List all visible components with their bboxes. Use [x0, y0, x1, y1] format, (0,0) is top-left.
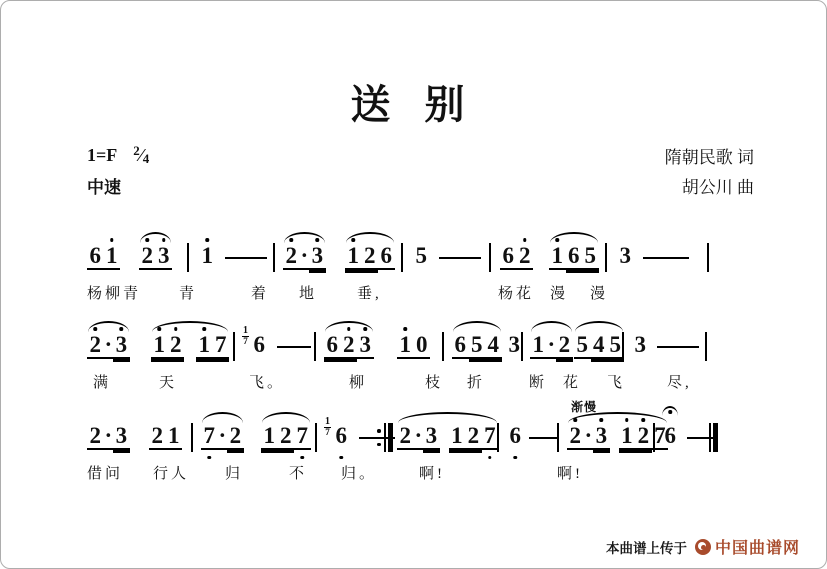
note-3: 3 [357, 333, 374, 359]
tempo-marking: 中速 [87, 178, 121, 197]
note-group [397, 333, 430, 359]
lyric-syllable: 枝 [425, 375, 444, 391]
octave-dot-high [642, 418, 646, 422]
augmentation-dot: · [547, 332, 556, 357]
note-7: 7 [201, 424, 218, 450]
note-6: 6 [500, 244, 517, 270]
time-signature: $^2⁄_4$ [133, 143, 150, 166]
note-6: 6 [507, 424, 524, 448]
note-group [507, 424, 524, 448]
note-7: 7 [294, 424, 311, 450]
lyric-syllable: 尽, [667, 375, 692, 391]
octave-dot-high [352, 238, 356, 242]
slurred-phrase [397, 424, 498, 450]
note-group [87, 424, 130, 450]
note-3: 3 [156, 244, 173, 270]
lyric-syllable: 杨柳青 [87, 286, 142, 302]
lyric-syllable: 行人 [153, 466, 190, 482]
note-group [324, 333, 374, 359]
note-2: 2 [139, 244, 156, 270]
lyric-syllable: 青 [179, 286, 198, 302]
octave-dot-high [290, 238, 294, 242]
slur-arc [140, 232, 171, 243]
barline [557, 423, 559, 452]
lyricist-credit: 隋朝民歌 词 [664, 148, 754, 167]
note-2: 2 [149, 424, 166, 450]
upload-watermark [606, 535, 800, 558]
augmentation-dot: · [300, 243, 309, 268]
lyric-syllable: 飞。 [249, 375, 286, 391]
octave-dot-high [316, 238, 320, 242]
note-1: 1 [196, 333, 213, 359]
grace-notes: 1 7 [243, 325, 248, 346]
note-group [261, 424, 311, 450]
note-2: 2 [465, 424, 482, 450]
octave-dot-high [556, 238, 560, 242]
note-6: 6 [333, 424, 350, 448]
lyric-syllable: 折 [467, 375, 486, 391]
note-group [549, 244, 599, 270]
note-group [397, 424, 440, 450]
barline [273, 243, 275, 272]
note-3: 3 [113, 333, 130, 359]
composer-credit: 胡公川 曲 [681, 178, 754, 197]
notation-line-3 [1, 400, 826, 496]
duration-dash [439, 257, 481, 259]
note-2: 2 [362, 244, 379, 270]
octave-dot-high [174, 327, 178, 331]
barline [622, 332, 624, 361]
note-1: 1 [199, 244, 216, 268]
slur-arc [152, 321, 228, 332]
note-1: 1 [166, 424, 183, 450]
tempo-change-label: 渐慢 [571, 400, 598, 414]
augmentation-dot: · [218, 423, 227, 448]
note-group [413, 244, 430, 268]
slur-arc [453, 321, 501, 332]
barline [489, 243, 491, 272]
augmentation-dot: · [104, 332, 113, 357]
barline [315, 423, 317, 452]
note-group [87, 244, 120, 270]
note-group [574, 333, 624, 359]
note-3: 3 [508, 332, 520, 357]
note-5: 5 [574, 333, 591, 359]
repeat-dots [377, 423, 381, 452]
barline [191, 423, 193, 452]
lyric-syllable: 地 [299, 286, 318, 302]
note-group [242, 325, 268, 357]
slur-arc [398, 412, 497, 423]
note-2: 2 [168, 333, 185, 359]
credits [665, 143, 754, 203]
note-group [449, 424, 499, 450]
fermata-icon [662, 406, 678, 416]
octave-dot-high [206, 238, 210, 242]
octave-dot-high [600, 418, 604, 422]
slur-arc [202, 412, 243, 423]
note-4: 4 [591, 333, 608, 359]
note-group [139, 244, 172, 270]
note-6: 6 [452, 333, 469, 359]
note-6: 6 [664, 423, 676, 448]
note-3: 3 [113, 424, 130, 450]
note-group [632, 333, 649, 357]
octave-dot-high [203, 327, 207, 331]
song-title: 送 别 [350, 82, 477, 127]
lyric-syllable: 杨花 [498, 286, 535, 302]
octave-dot-high [523, 238, 527, 242]
note-group [283, 244, 326, 270]
note-6: 6 [324, 333, 341, 359]
note-5: 5 [415, 243, 427, 268]
duration-dash [643, 257, 689, 259]
note-1: 1 [530, 333, 547, 359]
note-7: 7 [213, 333, 230, 359]
note-group [149, 424, 182, 450]
note-group [199, 244, 216, 268]
note-group [324, 416, 350, 448]
lyrics-layer [1, 462, 826, 484]
note-group [345, 244, 395, 270]
note-6: 6 [253, 332, 265, 357]
final-barline [709, 423, 718, 452]
note-6: 6 [87, 244, 104, 270]
note-2: 2 [227, 424, 244, 450]
octave-dot-high [162, 238, 166, 242]
octave-dot-high [625, 418, 629, 422]
duration-dash [225, 257, 267, 259]
note-1: 1 [345, 244, 362, 270]
note-group [662, 424, 679, 448]
thin-barline [384, 423, 386, 452]
octave-dot-low [208, 456, 212, 460]
octave-dot-low [514, 456, 518, 460]
barline [653, 423, 655, 452]
lyrics-layer [1, 282, 826, 304]
notation-line-1 [1, 230, 826, 316]
note-3: 3 [619, 243, 631, 268]
lyric-syllable: 断 [529, 375, 548, 391]
lyric-syllable: 漫 [550, 286, 569, 302]
lyrics-layer [1, 371, 826, 393]
octave-dot-high [364, 327, 368, 331]
augmentation-dot: · [104, 423, 113, 448]
note-3: 3 [309, 244, 326, 270]
octave-dot-high [94, 327, 98, 331]
lyric-syllable: 归 [225, 466, 244, 482]
barline [521, 332, 523, 361]
barline [605, 243, 607, 272]
barline [314, 332, 316, 361]
note-6: 6 [566, 244, 583, 270]
note-3: 3 [423, 424, 440, 450]
lyric-syllable: 漫 [590, 286, 609, 302]
note-2: 2 [283, 244, 300, 270]
note-group [619, 424, 669, 450]
repeat-sign [377, 423, 393, 452]
octave-dot-high [120, 327, 124, 331]
lyric-syllable: 借问 [87, 466, 124, 482]
lyric-syllable: 花 [563, 375, 582, 391]
octave-dot-high [110, 238, 114, 242]
slur-arc [262, 412, 310, 423]
barline [705, 332, 707, 361]
note-group [151, 333, 229, 359]
note-group [500, 244, 533, 270]
note-group [87, 333, 130, 359]
octave-dot-high [347, 327, 351, 331]
octave-dot-low [301, 456, 305, 460]
site-name: 中国曲谱网 [714, 540, 800, 557]
thick-barline [388, 423, 393, 452]
slur-arc [575, 321, 623, 332]
note-group [452, 333, 502, 359]
note-2: 2 [556, 333, 573, 359]
note-1: 1 [151, 333, 168, 359]
note-1: 1 [549, 244, 566, 270]
lyric-syllable: 满 [93, 375, 112, 391]
key-and-time [87, 143, 149, 167]
lyric-syllable: 着 [251, 286, 270, 302]
octave-dot-low [340, 456, 344, 460]
key-signature: 1=F [87, 145, 118, 165]
barline [233, 332, 235, 361]
thick-barline [713, 423, 718, 452]
note-2: 2 [635, 424, 652, 450]
note-1: 1 [397, 333, 414, 359]
note-5: 5 [582, 244, 599, 270]
lyric-syllable: 飞 [607, 375, 626, 391]
octave-dot-high [146, 238, 150, 242]
note-2: 2 [517, 244, 534, 270]
note-7: 7 [652, 424, 669, 450]
note-2: 2 [341, 333, 358, 359]
music-score-site-logo-icon [695, 539, 711, 555]
duration-dash [657, 346, 699, 348]
note-5: 5 [469, 333, 486, 359]
watermark-text: 本曲谱上传于 [605, 540, 687, 556]
note-group [617, 244, 634, 268]
barline [497, 423, 499, 452]
octave-dot-low [488, 456, 492, 460]
note-1: 1 [261, 424, 278, 450]
augmentation-dot: · [584, 423, 593, 448]
note-0: 0 [414, 333, 431, 359]
note-1: 1 [619, 424, 636, 450]
lyric-syllable: 啊! [557, 466, 583, 482]
barline [442, 332, 444, 361]
note-2: 2 [567, 424, 584, 450]
note-5: 5 [607, 333, 624, 359]
note-3: 3 [634, 332, 646, 357]
note-1: 1 [449, 424, 466, 450]
lyric-syllable: 啊! [419, 466, 445, 482]
octave-dot-high [158, 327, 162, 331]
duration-dash [529, 437, 559, 439]
note-group [530, 333, 573, 359]
note-2: 2 [87, 333, 104, 359]
barline [401, 243, 403, 272]
note-group [567, 424, 610, 450]
note-1: 1 [104, 244, 121, 270]
note-7: 7 [482, 424, 499, 450]
note-3: 3 [593, 424, 610, 450]
lyric-syllable: 归。 [341, 466, 378, 482]
lyric-syllable: 垂, [357, 286, 382, 302]
thin-barline [709, 423, 711, 452]
note-2: 2 [278, 424, 295, 450]
lyric-syllable: 天 [159, 375, 178, 391]
barline [707, 243, 709, 272]
note-4: 4 [485, 333, 502, 359]
lyric-syllable: 柳 [349, 375, 368, 391]
notation-line-2 [1, 319, 826, 405]
octave-dot-high [404, 327, 408, 331]
barline [187, 243, 189, 272]
note-group [201, 424, 244, 450]
grace-notes: 1 7 [325, 416, 330, 437]
note-2: 2 [397, 424, 414, 450]
slur-arc [531, 321, 572, 332]
augmentation-dot: · [414, 423, 423, 448]
note-2: 2 [87, 424, 104, 450]
duration-dash [277, 346, 311, 348]
octave-dot-high [574, 418, 578, 422]
note-6: 6 [378, 244, 395, 270]
lyric-syllable: 不 [289, 466, 308, 482]
